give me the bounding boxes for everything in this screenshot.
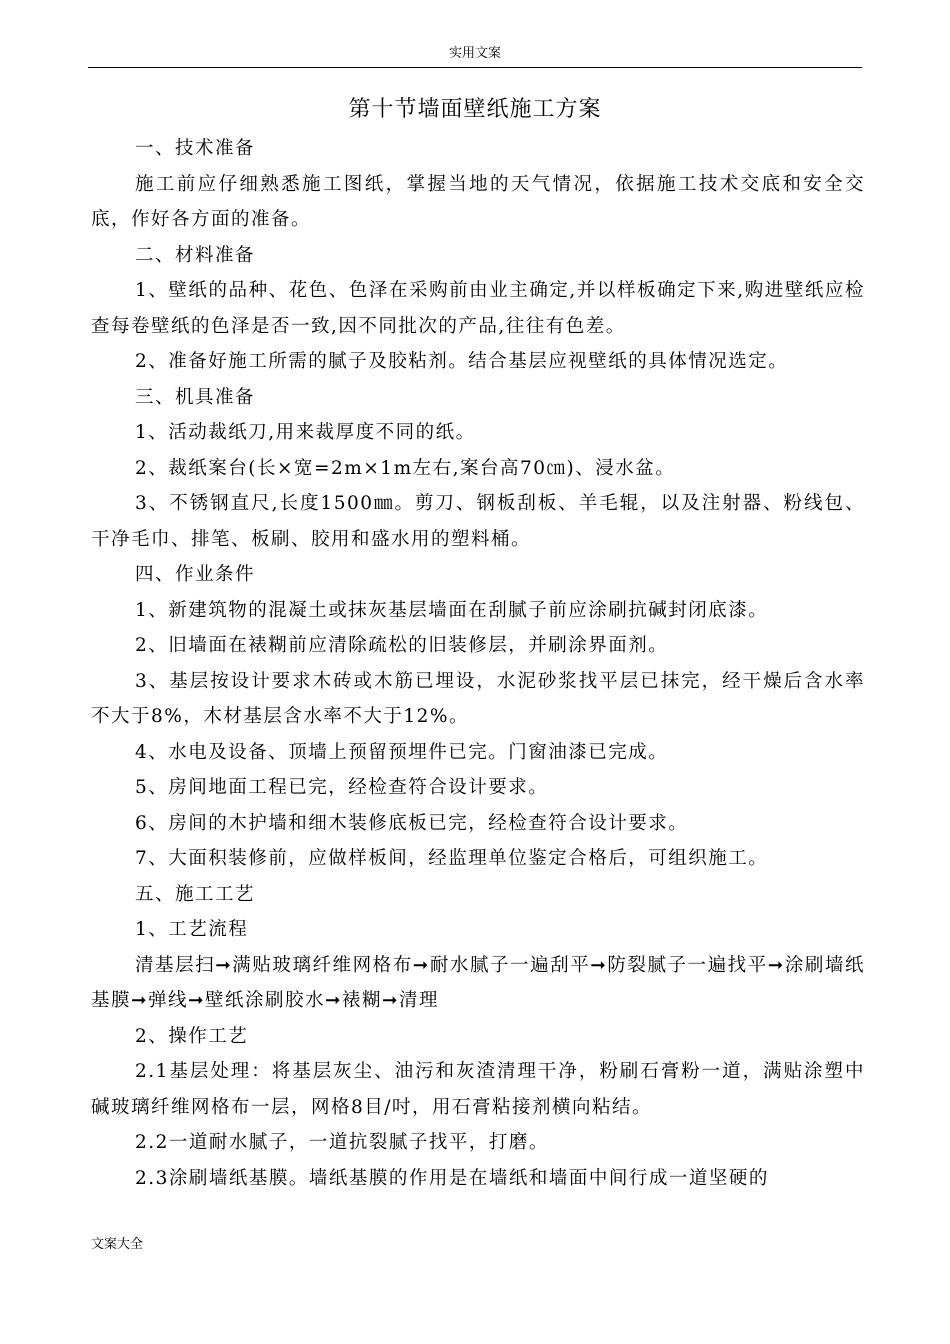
paragraph: 1、新建筑物的混凝土或抹灰基层墙面在刮腻子前应涂刷抗碱封闭底漆。: [135, 599, 769, 621]
page-header: 实用文案: [448, 46, 501, 61]
document-title: 第十节墙面壁纸施工方案: [348, 97, 602, 122]
subsection-heading: 2、操作工艺: [135, 1025, 249, 1047]
subsection-heading: 1、工艺流程: [135, 919, 249, 940]
paragraph: 2、准备好施工所需的腻子及胶粘剂。结合基层应视壁纸的具体情况选定。: [135, 351, 789, 372]
paragraph: 2.1基层处理：将基层灰尘、油污和灰渣清理干净，粉刷石膏粉一道，满贴涂塑中碱玻璃纤维网格布一层，网格8目/吋，用石膏粘接剂横向粘结。: [91, 1061, 865, 1118]
paragraph: 3、不锈钢直尺,长度1500㎜。剪刀、钢板刮板、羊毛辊，以及注射器、粉线包、干净毛巾、排笔、板刷、胶用和盛水用的塑料桶。: [91, 493, 865, 550]
page-footer: 文案大全: [91, 1237, 144, 1252]
section-heading: 四、作业条件: [135, 564, 256, 585]
document-body: [91, 131, 865, 1196]
section-heading: 二、材料准备: [135, 244, 256, 266]
paragraph: 7、大面积装修前，应做样板间，经监理单位鉴定合格后，可组织施工。: [135, 848, 769, 869]
header-divider: [88, 67, 862, 68]
paragraph: 6、房间的木护墙和细木装修底板已完，经检查符合设计要求。: [135, 812, 689, 834]
paragraph: 2、旧墙面在裱糊前应清除疏松的旧装修层，并刷涂界面剂。: [135, 635, 669, 656]
section-heading: 五、施工工艺: [135, 883, 256, 905]
paragraph: 1、壁纸的品种、花色、色泽在采购前由业主确定,并以样板确定下来,购进壁纸应检查每卷壁纸的色泽是否一致,因不同批次的产品,往往有色差。: [91, 280, 865, 337]
paragraph: 5、房间地面工程已完，经检查符合设计要求。: [135, 777, 549, 798]
paragraph: 3、基层按设计要求木砖或木筋已埋设，水泥砂浆找平层已抹完，经干燥后含水率不大于8%，木材基层含水率不大于12%。: [91, 670, 865, 727]
section-heading: 一、技术准备: [135, 138, 256, 159]
section-heading: 三、机具准备: [135, 386, 256, 408]
paragraph: 1、活动裁纸刀,用来裁厚度不同的纸。: [135, 422, 476, 443]
paragraph: 2.3涂刷墙纸基膜。墙纸基膜的作用是在墙纸和墙面中间行成一道坚硬的: [135, 1167, 769, 1189]
paragraph: 2、裁纸案台(长×宽=2m×1m左右,案台高70㎝)、浸水盆。: [135, 457, 676, 479]
paragraph: 4、水电及设备、顶墙上预留预埋件已完。门窗油漆已完成。: [135, 741, 669, 763]
paragraph: 施工前应仔细熟悉施工图纸，掌握当地的天气情况，依据施工技术交底和安全交底，作好各方面的准备。: [91, 173, 865, 230]
paragraph: 2.2一道耐水腻子，一道抗裂腻子找平，打磨。: [135, 1132, 549, 1153]
process-flow: 清基层扫➞满贴玻璃纤维网格布➞耐水腻子一遍刮平➞防裂腻子一遍找平➞涂刷墙纸基膜➞弹线➞壁纸涂刷胶水➞裱糊➞清理: [91, 954, 865, 1011]
